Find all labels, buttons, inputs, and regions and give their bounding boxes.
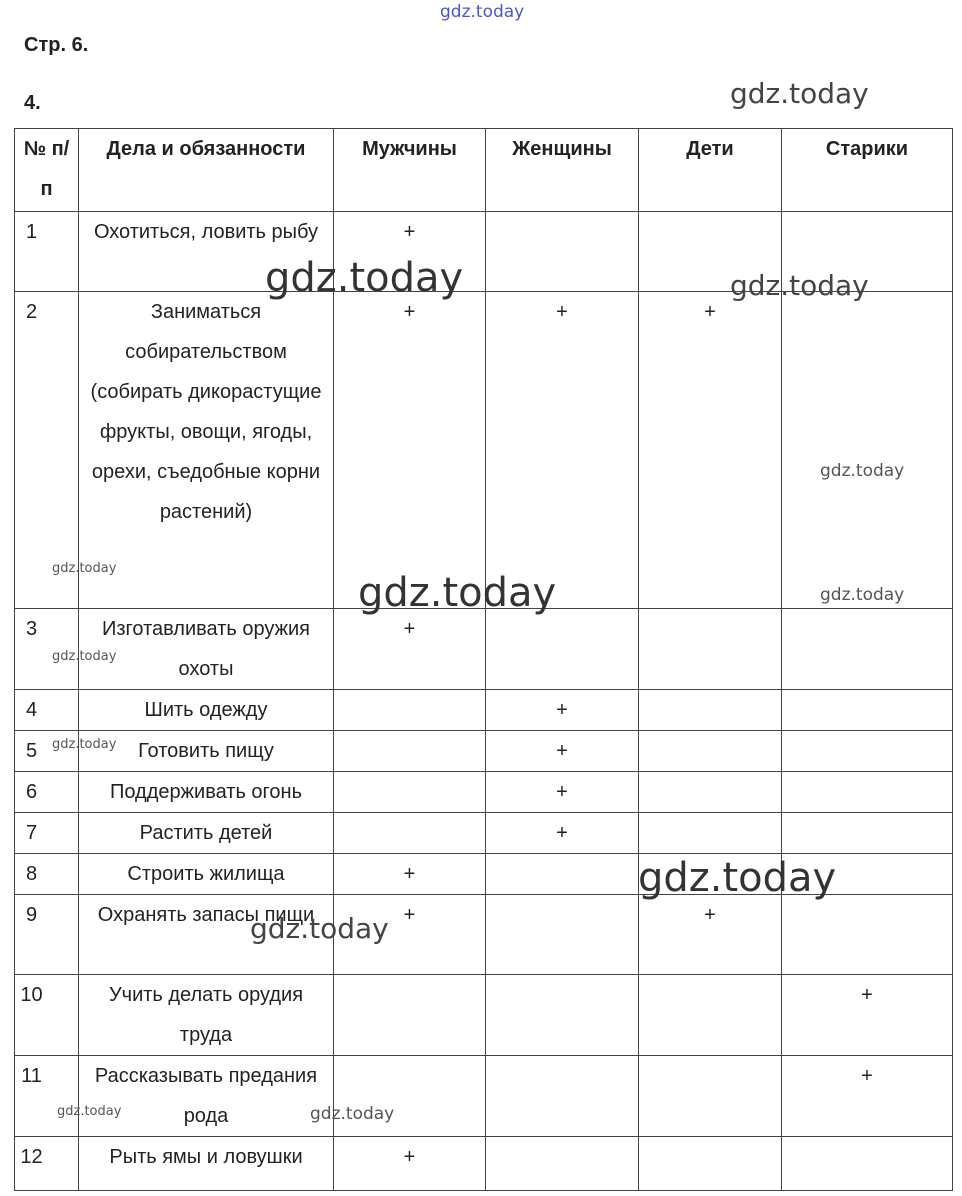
elders-mark — [782, 813, 953, 854]
page-reference: Стр. 6. — [24, 34, 89, 56]
watermark: gdz.today — [638, 855, 837, 901]
men-mark: + — [334, 854, 486, 895]
watermark: gdz.today — [52, 561, 117, 576]
women-mark — [486, 1056, 639, 1137]
women-mark: + — [486, 813, 639, 854]
row-number: 2 — [15, 292, 79, 609]
men-mark — [334, 690, 486, 731]
header-men: Мужчины — [334, 129, 486, 212]
men-mark — [334, 975, 486, 1056]
elders-mark — [782, 895, 953, 975]
men-mark — [334, 731, 486, 772]
watermark: gdz.today — [310, 1104, 395, 1124]
children-mark — [639, 975, 782, 1056]
row-number: 4 — [15, 690, 79, 731]
men-mark: + — [334, 609, 486, 690]
women-mark — [486, 895, 639, 975]
women-mark — [486, 609, 639, 690]
row-number: 11 — [15, 1056, 79, 1137]
table-row — [15, 609, 953, 690]
duty-cell: Растить детей — [79, 813, 334, 854]
children-mark: + — [639, 895, 782, 975]
children-mark — [639, 609, 782, 690]
duty-cell: Охотиться, ловить рыбу — [79, 212, 334, 292]
row-number: 3 — [15, 609, 79, 690]
row-number: 9 — [15, 895, 79, 975]
row-number: 1 — [15, 212, 79, 292]
duty-cell: Учить делать орудия труда — [79, 975, 334, 1056]
row-number: 5 — [15, 731, 79, 772]
watermark-top: gdz.today — [440, 2, 525, 22]
women-mark: + — [486, 731, 639, 772]
header-number: № п/п — [15, 129, 79, 212]
watermark: gdz.today — [820, 585, 905, 605]
watermark: gdz.today — [52, 737, 117, 752]
duty-cell: Охранять запасы пищи — [79, 895, 334, 975]
women-mark: + — [486, 292, 639, 609]
row-number: 10 — [15, 975, 79, 1056]
header-duties: Дела и обязанности — [79, 129, 334, 212]
table-row — [15, 975, 953, 1056]
children-mark — [639, 772, 782, 813]
women-mark — [486, 212, 639, 292]
table-row — [15, 895, 953, 975]
elders-mark — [782, 772, 953, 813]
women-mark — [486, 1137, 639, 1191]
women-mark: + — [486, 772, 639, 813]
elders-mark — [782, 292, 953, 609]
duty-cell: Шить одежду — [79, 690, 334, 731]
table-row — [15, 690, 953, 731]
watermark: gdz.today — [265, 255, 464, 301]
elders-mark — [782, 1137, 953, 1191]
women-mark — [486, 854, 639, 895]
header-children: Дети — [639, 129, 782, 212]
row-number: 6 — [15, 772, 79, 813]
children-mark — [639, 1056, 782, 1137]
watermark: gdz.today — [250, 912, 389, 945]
children-mark — [639, 690, 782, 731]
women-mark — [486, 975, 639, 1056]
row-number: 7 — [15, 813, 79, 854]
duty-cell: Рыть ямы и ловушки — [79, 1137, 334, 1191]
row-number: 8 — [15, 854, 79, 895]
elders-mark — [782, 731, 953, 772]
duty-cell: Изготавливать оружия охоты — [79, 609, 334, 690]
table-row — [15, 813, 953, 854]
watermark: gdz.today — [820, 461, 905, 481]
watermark: gdz.today — [730, 269, 869, 302]
duty-cell: Готовить пищу — [79, 731, 334, 772]
table-row — [15, 772, 953, 813]
men-mark: + — [334, 1137, 486, 1191]
men-mark: + — [334, 292, 486, 609]
duty-cell: Строить жилища — [79, 854, 334, 895]
row-number: 12 — [15, 1137, 79, 1191]
children-mark: + — [639, 292, 782, 609]
watermark: gdz.today — [52, 649, 117, 664]
table-row — [15, 1137, 953, 1191]
watermark: gdz.today — [730, 77, 869, 110]
duty-cell: Рассказывать предания рода — [79, 1056, 334, 1137]
watermark: gdz.today — [358, 570, 557, 616]
men-mark: + — [334, 895, 486, 975]
men-mark: + — [334, 212, 486, 292]
women-mark: + — [486, 690, 639, 731]
men-mark — [334, 772, 486, 813]
task-number: 4. — [24, 92, 41, 114]
table-row — [15, 1056, 953, 1137]
watermark: gdz.today — [57, 1104, 122, 1119]
children-mark — [639, 1137, 782, 1191]
table-header-row — [15, 129, 953, 212]
duty-cell: Поддерживать огонь — [79, 772, 334, 813]
men-mark — [334, 1056, 486, 1137]
elders-mark — [782, 609, 953, 690]
elders-mark: + — [782, 1056, 953, 1137]
header-elders: Старики — [782, 129, 953, 212]
children-mark — [639, 731, 782, 772]
elders-mark — [782, 690, 953, 731]
table-row — [15, 731, 953, 772]
header-women: Женщины — [486, 129, 639, 212]
duty-cell: Заниматься собирательством (собирать дикорастущие фрукты, овощи, ягоды, орехи, съедобные корни растений) — [79, 292, 334, 609]
men-mark — [334, 813, 486, 854]
elders-mark: + — [782, 975, 953, 1056]
table-row — [15, 292, 953, 609]
children-mark — [639, 813, 782, 854]
